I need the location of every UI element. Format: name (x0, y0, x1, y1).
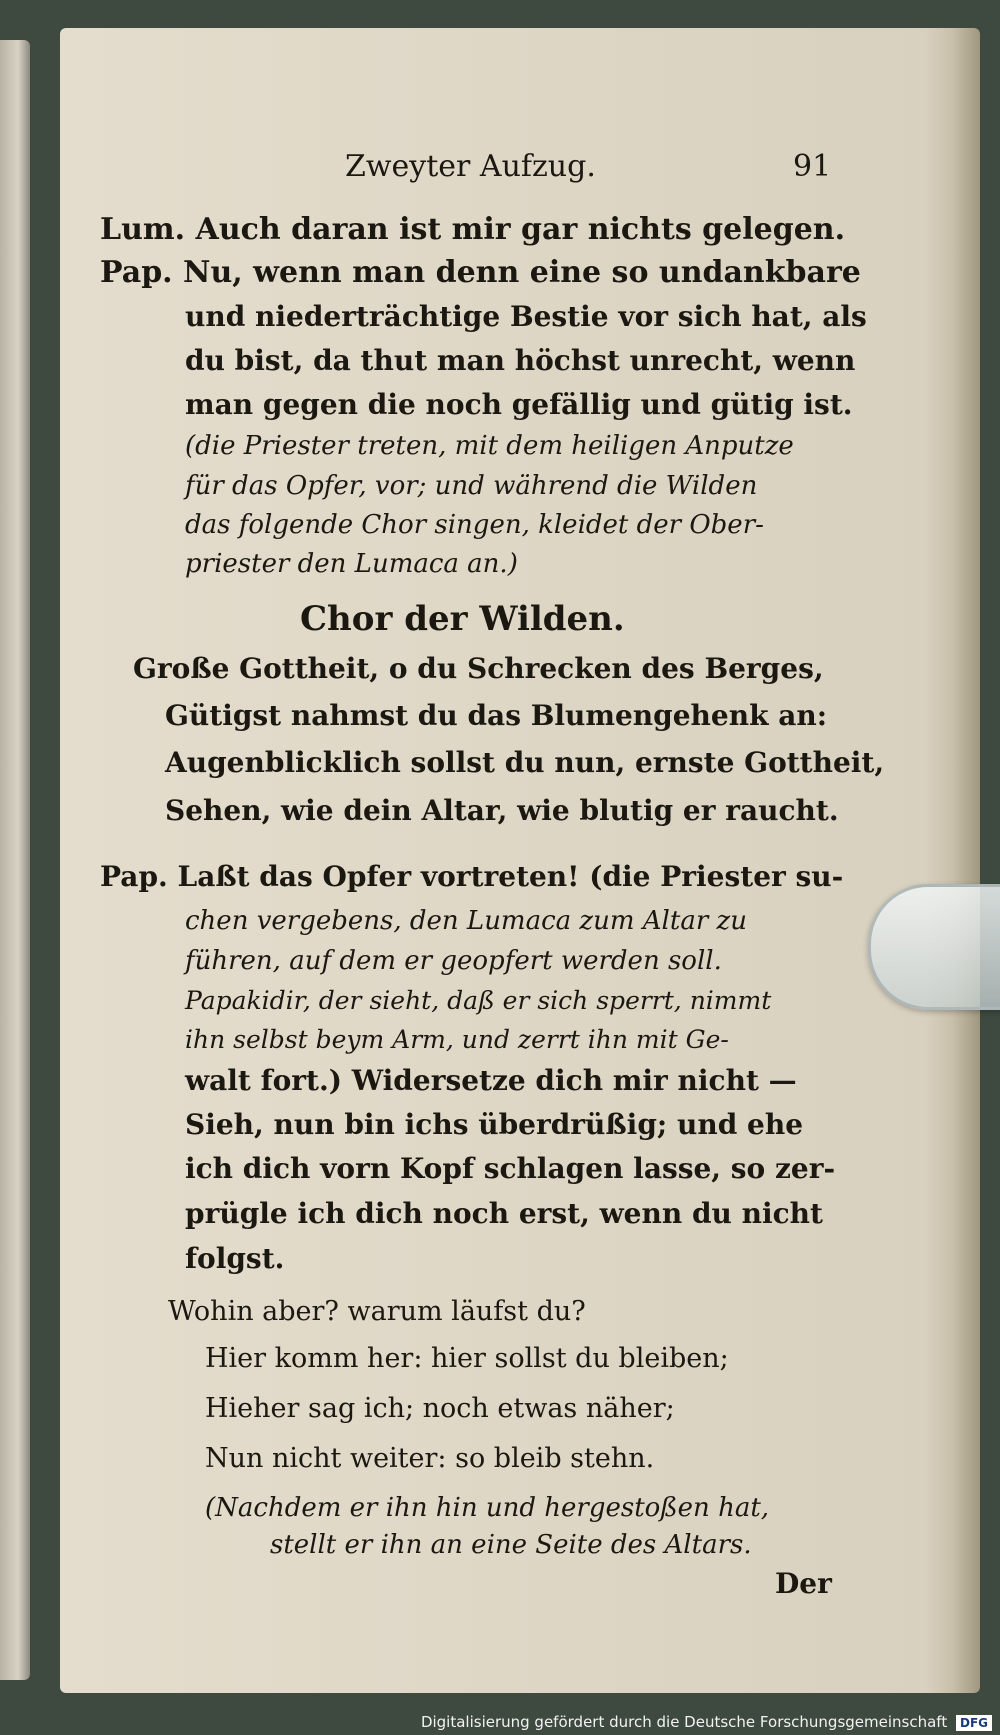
stage-direction: das folgende Chor singen, kleidet der Ober- (185, 510, 764, 540)
verse-line: Sehen, wie dein Altar, wie blutig er raucht. (165, 794, 839, 827)
text-line: Pap. Nu, wenn man denn eine so undankbare (100, 255, 861, 290)
text-line: Lum. Auch daran ist mir gar nichts gelegen. (100, 212, 846, 247)
text-line: prügle ich dich noch erst, wenn du nicht (185, 1197, 823, 1230)
stage-direction: (Nachdem er ihn hin und hergestoßen hat, (205, 1493, 770, 1523)
text-line: und niederträchtige Bestie vor sich hat, als (185, 300, 867, 333)
text-line: walt fort.) Widersetze dich mir nicht — (185, 1064, 797, 1097)
left-page-edge (0, 40, 30, 1680)
chorus-heading: Chor der Wilden. (300, 599, 625, 639)
page-clip (868, 884, 1000, 1010)
text-line: Pap. Laßt das Opfer vortreten! (die Priester su- (100, 860, 844, 893)
verse-line: Wohin aber? warum läufst du? (168, 1296, 586, 1327)
stage-direction: Papakidir, der sieht, daß er sich sperrt, nimmt (185, 986, 772, 1015)
verse-line: Augenblicklich sollst du nun, ernste Gottheit, (165, 746, 885, 779)
text-line: man gegen die noch gefällig und gütig ist. (185, 388, 853, 421)
stage-direction: für das Opfer, vor; und während die Wilden (185, 471, 758, 501)
verse-line: Nun nicht weiter: so bleib stehn. (205, 1443, 655, 1474)
stage-direction: priester den Lumaca an.) (185, 549, 518, 579)
verse-line: Gütigst nahmst du das Blumengehenk an: (165, 699, 828, 732)
catchword: Der (775, 1567, 832, 1600)
stage-direction: stellt er ihn an eine Seite des Altars. (270, 1530, 752, 1560)
stage-direction: (die Priester treten, mit dem heiligen Anputze (185, 431, 794, 461)
text-line: ich dich vorn Kopf schlagen lasse, so zer- (185, 1152, 836, 1185)
verse-line: Große Gottheit, o du Schrecken des Berges, (133, 652, 824, 685)
page-number: 91 (793, 149, 832, 184)
dfg-logo: DFG (956, 1715, 992, 1731)
stage-direction: führen, auf dem er geopfert werden soll. (185, 946, 722, 976)
verse-line: Hieher sag ich; noch etwas näher; (205, 1393, 675, 1424)
verse-line: Hier komm her: hier sollst du bleiben; (205, 1343, 729, 1374)
text-line: folgst. (185, 1242, 285, 1275)
stage-direction: chen vergebens, den Lumaca zum Altar zu (185, 906, 747, 936)
credit-text: Digitalisierung gefördert durch die Deutsche Forschungsgemeinschaft (420, 1713, 948, 1731)
text-line: du bist, da thut man höchst unrecht, wenn (185, 344, 856, 377)
stage-direction: ihn selbst beym Arm, und zerrt ihn mit Ge- (185, 1025, 729, 1054)
digitization-credit (421, 1713, 992, 1731)
running-title: Zweyter Aufzug. (345, 149, 596, 184)
text-line: Sieh, nun bin ichs überdrüßig; und ehe (185, 1108, 804, 1141)
